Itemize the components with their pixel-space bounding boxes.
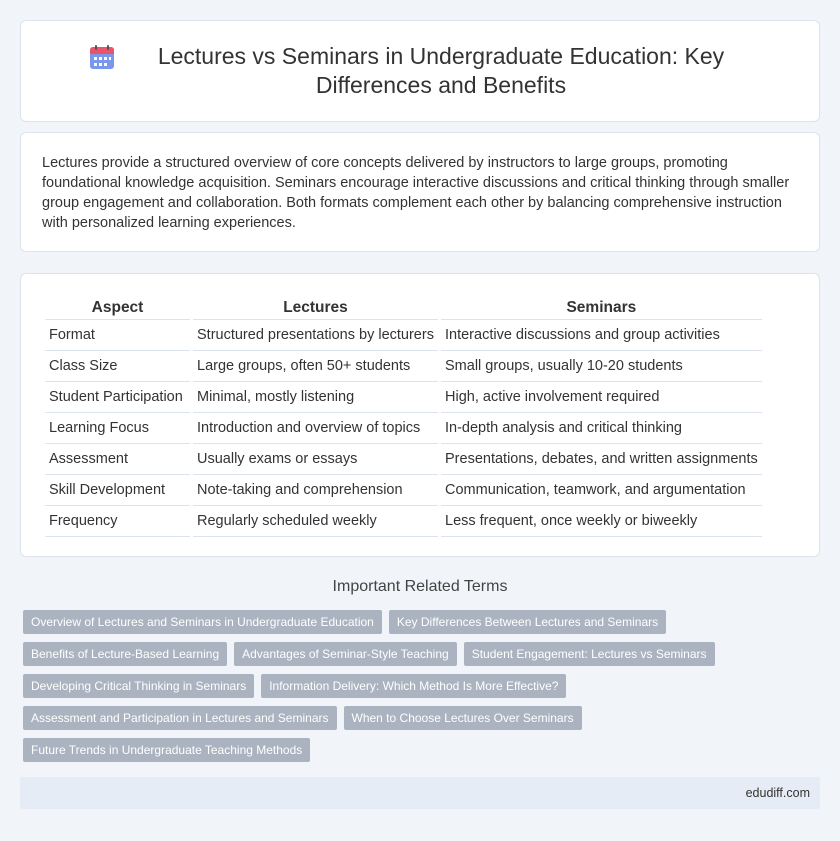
related-term-link[interactable]: Overview of Lectures and Seminars in Undergraduate Education	[23, 610, 382, 634]
header-card	[20, 20, 820, 122]
header-inner	[89, 42, 751, 100]
table-cell: Presentations, debates, and written assignments	[441, 444, 762, 475]
comparison-table-card	[20, 273, 820, 557]
related-term-link[interactable]: Future Trends in Undergraduate Teaching Methods	[23, 738, 310, 762]
related-term-link[interactable]: Assessment and Participation in Lectures and Seminars	[23, 706, 337, 730]
table-row	[45, 413, 762, 444]
related-terms-title: Important Related Terms	[332, 578, 508, 595]
related-term-link[interactable]: Developing Critical Thinking in Seminars	[23, 674, 254, 698]
table-cell: High, active involvement required	[441, 382, 762, 413]
table-cell: Structured presentations by lecturers	[193, 320, 438, 351]
table-cell: Class Size	[45, 351, 190, 382]
table-row	[45, 475, 762, 506]
table-cell: Introduction and overview of topics	[193, 413, 438, 444]
table-cell: Minimal, mostly listening	[193, 382, 438, 413]
table-cell: Small groups, usually 10-20 students	[441, 351, 762, 382]
table-cell: Usually exams or essays	[193, 444, 438, 475]
table-row	[45, 444, 762, 475]
table-cell: Large groups, often 50+ students	[193, 351, 438, 382]
table-row	[45, 320, 762, 351]
footer	[20, 777, 820, 809]
table-cell: Format	[45, 320, 190, 351]
related-term-link[interactable]: When to Choose Lectures Over Seminars	[344, 706, 582, 730]
table-cell: Assessment	[45, 444, 190, 475]
header-seminars: Seminars	[441, 296, 762, 320]
related-term-link[interactable]: Advantages of Seminar-Style Teaching	[234, 642, 457, 666]
table-row	[45, 351, 762, 382]
table-row	[45, 382, 762, 413]
table-row	[45, 506, 762, 537]
related-term-link[interactable]: Student Engagement: Lectures vs Seminars	[464, 642, 715, 666]
calendar-icon	[89, 44, 115, 70]
related-term-link[interactable]: Benefits of Lecture-Based Learning	[23, 642, 227, 666]
page-title: Lectures vs Seminars in Undergraduate Education: Key Differences and Benefits	[157, 43, 725, 98]
intro-card	[20, 132, 820, 252]
table-cell: Skill Development	[45, 475, 190, 506]
table-cell: Note-taking and comprehension	[193, 475, 438, 506]
table-cell: Communication, teamwork, and argumentation	[441, 475, 762, 506]
table-cell: Student Participation	[45, 382, 190, 413]
related-term-link[interactable]: Key Differences Between Lectures and Seminars	[389, 610, 666, 634]
related-term-link[interactable]: Information Delivery: Which Method Is More Effective?	[261, 674, 566, 698]
table-cell: Less frequent, once weekly or biweekly	[441, 506, 762, 537]
footer-site-link[interactable]: edudiff.com	[745, 786, 810, 800]
table-cell: Learning Focus	[45, 413, 190, 444]
table-header-row	[45, 296, 762, 320]
table-cell: In-depth analysis and critical thinking	[441, 413, 762, 444]
comparison-table	[42, 296, 765, 537]
table-cell: Frequency	[45, 506, 190, 537]
related-terms-list	[23, 610, 813, 762]
table-cell: Regularly scheduled weekly	[193, 506, 438, 537]
header-aspect: Aspect	[45, 296, 190, 320]
header-lectures: Lectures	[193, 296, 438, 320]
table-cell: Interactive discussions and group activities	[441, 320, 762, 351]
intro-text: Lectures provide a structured overview of core concepts delivered by instructors to large groups, promoting foundational knowledge acquisition. Seminars encourage interactive discussions and critical thinking through smaller group engagement and collaboration. Both formats complement each other by balancing comprehensive instruction with personalized learning experiences.	[42, 155, 790, 231]
